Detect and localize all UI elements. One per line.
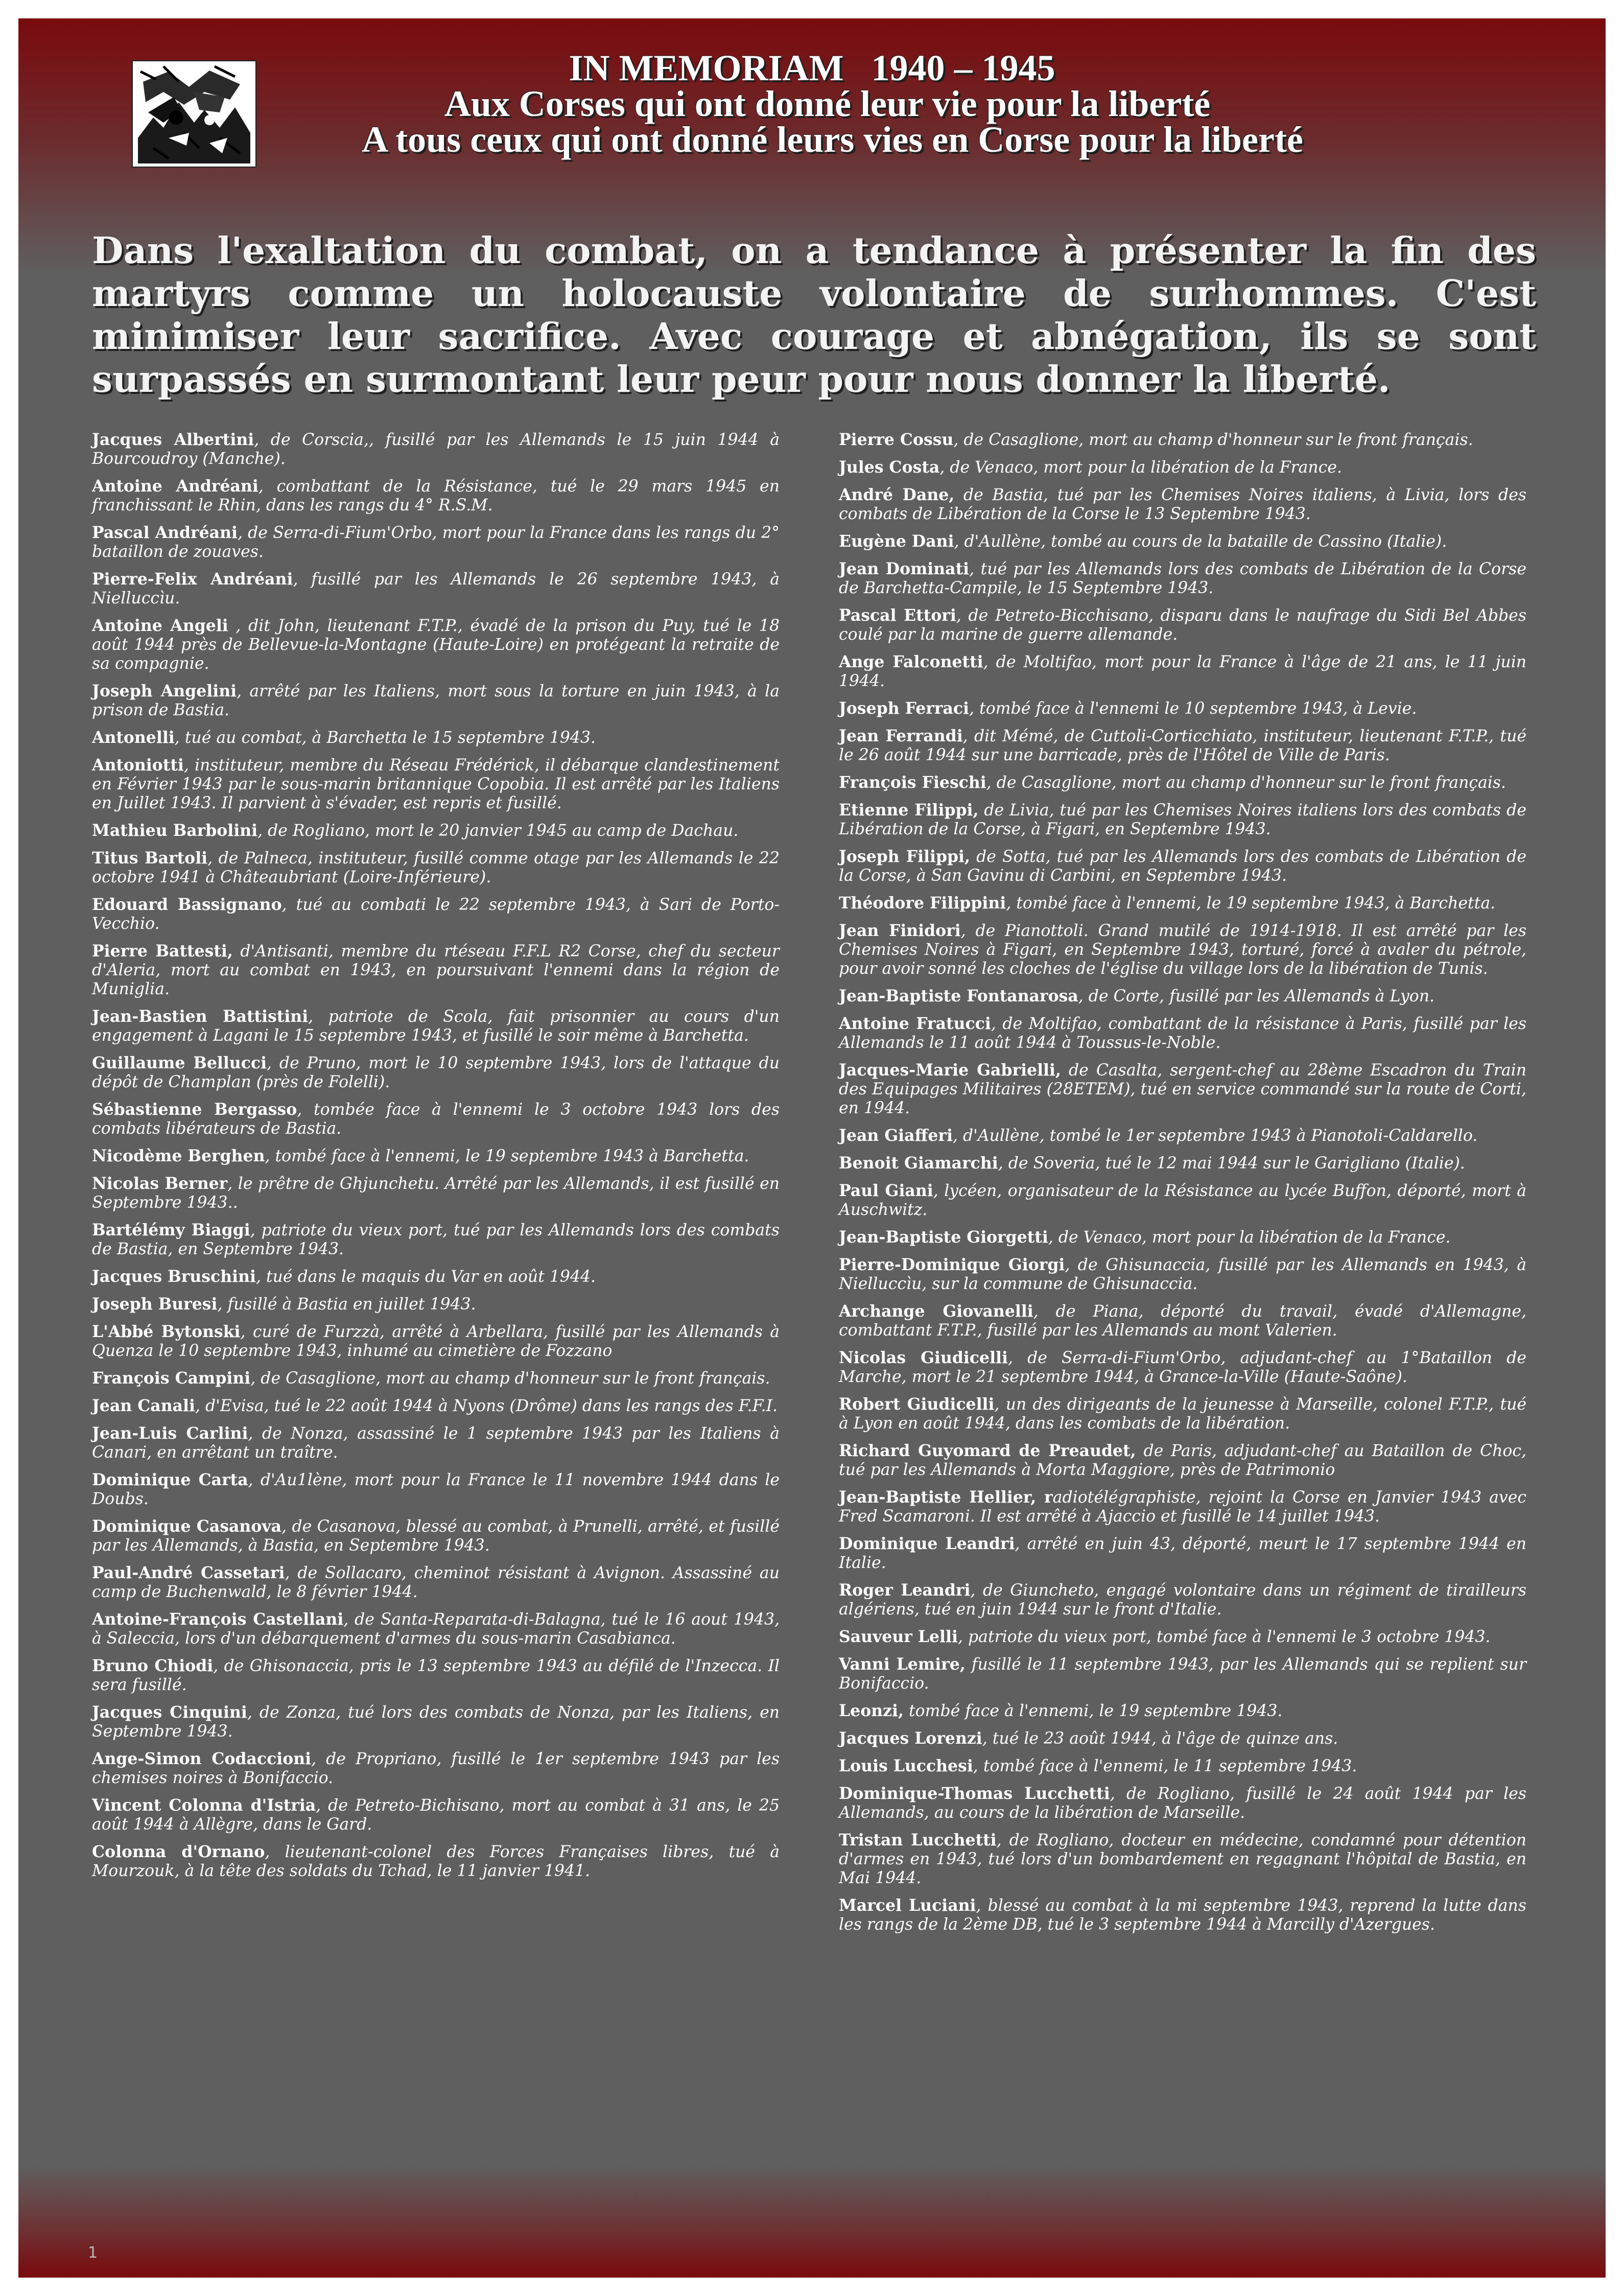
entry-name: Ange Falconetti (839, 652, 983, 671)
entry-description: , de Casaglione, mort au champ d'honneur sur le front français. (953, 431, 1473, 449)
entry-name: Ange-Simon Codaccioni (92, 1749, 312, 1768)
memorial-entry (839, 727, 1526, 765)
memorial-entry (92, 1842, 780, 1881)
entry-description: , de Propriano, fusillé le 1er septembre 1943 par les chemises noires à Bonifaccio. (92, 1750, 780, 1787)
memorial-entry (839, 1655, 1526, 1693)
memorial-entry (839, 1627, 1526, 1647)
entry-name: Edouard Bassignano (92, 895, 282, 914)
entry-description: , de Sollacaro, cheminot résistant à Avignon. Assassiné au camp de Buchenwald, le 8 février 1944. (92, 1564, 780, 1601)
memorial-entry (839, 1126, 1526, 1145)
entry-description: , de Venaco, mort pour la libération de la France. (939, 458, 1343, 477)
entry-name: Jean-Bastien Battistini (92, 1007, 309, 1026)
entry-name: Dominique Leandri (839, 1534, 1015, 1553)
entry-description: , de Casaglione, mort au champ d'honneur sur le front français. (250, 1369, 770, 1388)
entry-name: Jean Dominati (839, 559, 970, 578)
memorial-entry (839, 1228, 1526, 1247)
entry-description: , tué au combat, à Barchetta le 15 septembre 1943. (174, 729, 596, 747)
memorial-entry (839, 1061, 1526, 1118)
memorial-entry (92, 942, 780, 999)
entry-description: adiotélégraphiste, rejoint la Corse en Janvier 1943 avec Fred Scamaroni. Il est arrêté à Ajaccio et fusillé le 14 juillet 1943. (839, 1488, 1526, 1526)
entry-name: Antoniotti (92, 756, 184, 775)
entry-name: François Campini (92, 1369, 251, 1388)
memorial-entry (92, 1563, 780, 1602)
entry-name: Pascal Andréani (92, 523, 238, 542)
entry-name: Nicolas Berner (92, 1174, 228, 1193)
entry-description: , de Rogliano, docteur en médecine, condamné pour détention d'armes en 1943, tué lors d'un bombardement en regagnant l'hôpital de Bastia, en Mai 1944. (839, 1831, 1526, 1887)
entry-description: , arrêté par les Italiens, mort sous la torture en juin 1943, à la prison de Bastia. (92, 682, 780, 719)
entry-description: , instituteur, membre du Réseau Frédérick, il débarque clandestinement en Février 1943 par le sous-marin britannique Copobia. Il est arrêté par les Italiens en Juillet 1943. Il parvient à s'évader, est repris et fusillé. (92, 756, 780, 812)
entry-name: Vanni Lemire, (839, 1655, 966, 1674)
memorial-entry (839, 430, 1526, 450)
entry-name: Jacques-Marie Gabrielli, (839, 1061, 1061, 1080)
memorial-entry (839, 699, 1526, 718)
memorial-entry (839, 987, 1526, 1006)
entry-description: , d'Au1lène, mort pour la France le 11 novembre 1944 dans le Doubs. (92, 1471, 780, 1508)
entry-name: Antoine Angeli (92, 616, 228, 635)
entry-name: Paul-André Cassetari (92, 1563, 285, 1582)
entry-name: Marcel Luciani (839, 1896, 976, 1915)
memorial-entry (839, 606, 1526, 644)
entry-description: , de Corte, fusillé par les Allemands à Lyon. (1078, 987, 1435, 1005)
entry-description: de Sotta, tué par les Allemands lors des combats de Libération de la Corse, à San Gavinu di Carbini, en Septembre 1943. (839, 848, 1526, 885)
entry-description: , tombé face à l'ennemi, le 19 septembre 1943 à Barchetta. (265, 1147, 749, 1165)
entry-name: Dominique Casanova (92, 1517, 282, 1536)
entry-name: Jacques Lorenzi (839, 1729, 982, 1748)
memorial-entry (92, 570, 780, 608)
memorial-entry (92, 756, 780, 813)
entry-description: , de Moltifao, combattant de la résistance à Paris, fusillé par les Allemands le 11 août 1944 à Toussus-le-Noble. (839, 1015, 1527, 1052)
entry-description: , de Petreto-Bicchisano, disparu dans le naufrage du Sidi Bel Abbes coulé par la marine de guerre allemande. (839, 606, 1526, 644)
entry-description: , tombé face à l'ennemi, le 11 septembre 1943. (973, 1757, 1357, 1775)
memorial-entry (92, 1517, 780, 1555)
entry-description: , de Serra-di-Fium'Orbo, mort pour la France dans les rangs du 2° bataillon de zouaves. (92, 524, 780, 561)
memorial-entry (92, 1295, 780, 1314)
entry-description: , un des dirigeants de la jeunesse à Marseille, colonel F.T.P., tué à Lyon en août 1944, dans les combats de la libération. (839, 1395, 1527, 1433)
entry-description: , tué par les Allemands lors des combats de Libération de la Corse de Barchetta-Campile, le 15 Septembre 1943. (839, 560, 1526, 597)
entry-description: , fusillé à Bastia en juillet 1943. (217, 1295, 476, 1314)
entry-description: , combattant de la Résistance, tué le 29 mars 1945 en franchissant le Rhin, dans les rangs du 4° R.S.M. (92, 477, 780, 514)
memorial-entry (92, 821, 780, 840)
entry-name: Pascal Ettori (839, 606, 956, 625)
header-subtitle: Aux Corses qui ont donné leur vie pour la liberté (444, 83, 1211, 124)
memorial-entry (839, 458, 1526, 477)
entry-description: , lieutenant-colonel des Forces Françaises libres, tué à Mourzouk, à la tête des soldats du Tchad, le 11 janvier 1941. (92, 1843, 780, 1880)
entry-name: Jean Canali (92, 1396, 195, 1415)
entry-description: , le prêtre de Ghjunchetu. Arrêté par les Allemands, il est fusillé en Septembre 1943.. (92, 1175, 780, 1212)
memorial-entry (92, 1100, 780, 1138)
memorial-entry (92, 1424, 780, 1462)
entry-description: , de Piana, déporté du travail, évadé d'Allemagne, combattant F.T.P., fusillé par les Allemands au mont Valerien. (839, 1302, 1526, 1340)
memorial-entry (92, 1174, 780, 1212)
memorial-entry (839, 1581, 1526, 1619)
entry-name: Nicodème Berghen (92, 1146, 265, 1165)
entry-name: Jean Finidori (839, 921, 961, 940)
entry-description: , de Palneca, instituteur, fusillé comme otage par les Allemands le 22 octobre 1941 à Châteaubriant (Loire-Inférieure). (92, 849, 780, 886)
entry-description: , tué au combati le 22 septembre 1943, à Sari de Porto-Vecchio. (92, 896, 780, 933)
entry-description: , d'Aullène, tombé au cours de la bataille de Cassino (Italie). (954, 532, 1447, 551)
entry-name: Pierre Cossu (839, 430, 954, 449)
memorial-entry (92, 1703, 780, 1741)
entry-name: Colonna d'Ornano (92, 1842, 265, 1861)
memorial-entry (839, 1255, 1526, 1294)
entry-description: , de Soveria, tué le 12 mai 1944 sur le Garigliano (Italie). (998, 1154, 1465, 1173)
memorial-entry (92, 1656, 780, 1695)
entry-description: , d'Evisa, tué le 22 août 1944 à Nyons (Drôme) dans les rangs des F.F.I. (195, 1397, 778, 1415)
memorial-entry (839, 532, 1526, 551)
entry-name: Leonzi, (839, 1701, 904, 1720)
entry-name: Antoine-François Castellani (92, 1610, 344, 1629)
entry-description: , de Ghisunaccia, fusillé par les Allemands en 1943, à Nielluccìu, sur la commune de Ghisunaccia. (839, 1256, 1526, 1293)
memorial-entry (92, 477, 780, 515)
entry-description: , curé de Furzzà, arrêté à Arbellara, fusillé par les Allemands à Quenza le 10 septembre 1943, inhumé au cimetière de Fozzano (92, 1323, 780, 1360)
entry-name: Guillaume Bellucci (92, 1053, 267, 1072)
entry-name: François Fieschi (839, 773, 986, 792)
memorial-entry (839, 847, 1526, 885)
entry-name: Tristan Lucchetti (839, 1831, 997, 1849)
entry-name: Mathieu Barbolini (92, 821, 258, 840)
memorial-entry (92, 728, 780, 747)
page-number: 1 (88, 2244, 98, 2262)
memorial-entry (839, 921, 1526, 978)
memorial-entry (92, 1470, 780, 1509)
entry-name: Antoine Fratucci (839, 1014, 991, 1033)
entry-description: , de Rogliano, mort le 20 janvier 1945 au camp de Dachau. (257, 822, 739, 840)
entry-name: Robert Giudicelli (839, 1395, 995, 1414)
memorial-entry (839, 1302, 1526, 1340)
entry-name: Eugène Dani (839, 532, 954, 551)
memorial-entry (839, 1181, 1526, 1220)
entry-description: , de Casanova, blessé au combat, à Prunelli, arrêté, et fusillé par les Allemands, à Bastia, en Septembre 1943. (92, 1517, 780, 1555)
entry-description: , de Petreto-Bichisano, mort au combat à 31 ans, le 25 août 1944 à Allègre, dans le Gard. (92, 1796, 780, 1834)
memorial-entry (92, 1221, 780, 1259)
entry-name: Jean-Luis Carlini (92, 1424, 248, 1443)
memorial-entry (839, 1831, 1526, 1888)
memorial-entry (92, 523, 780, 561)
memorial-entry (92, 1146, 780, 1166)
entry-name: Jean Giafferi (839, 1126, 953, 1145)
entry-name: Joseph Ferraci (839, 699, 970, 718)
memorial-entry (92, 1796, 780, 1834)
memorial-entry (839, 1014, 1526, 1052)
memorial-entry (839, 652, 1526, 691)
entry-name: Jean Ferrandi (839, 727, 963, 745)
memorial-entry (839, 1896, 1526, 1934)
entry-description: , de Santa-Reparata-di-Balagna, tué le 16 aout 1943, à Saleccia, lors d'un débarquement d'armes du sous-marin Casabianca. (92, 1610, 780, 1648)
entry-name: Pierre Battesti, (92, 942, 233, 960)
intro-paragraph: Dans l'exaltation du combat, on a tendance à présenter la fin des martyrs comme un holocauste volontaire de surhommes. C'est minimiser leur sacrifice. Avec courage et abnégation, ils se sont surpassés en surmontant leur peur pour nous donner la liberté. (92, 229, 1536, 401)
entry-description: , lycéen, organisateur de la Résistance au lycée Buffon, déporté, mort à Auschwitz. (839, 1182, 1526, 1219)
entry-name: Pierre-Dominique Giorgi (839, 1255, 1065, 1274)
entry-name: Théodore Filippini (839, 894, 1006, 912)
memorial-entry (92, 1007, 780, 1045)
entry-description: , de Pruno, mort le 10 septembre 1943, lors de l'attaque du dépôt de Champlan (près de Folelli). (92, 1054, 780, 1091)
entry-name: Joseph Filippi, (839, 847, 970, 866)
entry-name: L'Abbé Bytonski (92, 1322, 241, 1341)
entry-description: , patriote du vieux port, tombé face à l'ennemi le 3 octobre 1943. (957, 1628, 1491, 1646)
entry-name: Archange Giovanelli (839, 1302, 1033, 1321)
entry-name: Etienne Filippi, (839, 801, 979, 819)
header-title: IN MEMORIAM 1940 – 1945 (569, 48, 1055, 88)
entry-name: Nicolas Giudicelli (839, 1348, 1008, 1367)
entry-name: André Dane, (839, 485, 955, 504)
entry-name: Joseph Angelini (92, 682, 237, 700)
entry-name: Jean-Baptiste Giorgetti (839, 1228, 1048, 1247)
entry-name: Dominique Carta (92, 1470, 248, 1489)
memorial-entry (92, 1053, 780, 1092)
entry-description: , tombée face à l'ennemi le 3 octobre 1943 lors des combats libérateurs de Bastia. (92, 1100, 780, 1138)
entry-description: , de Venaco, mort pour la libération de la France. (1048, 1228, 1451, 1247)
entry-description: , de Casaglione, mort au champ d'honneur sur le front français. (986, 774, 1507, 792)
entry-name: Jacques Albertini (92, 430, 254, 449)
entry-name: Joseph Buresi (92, 1295, 218, 1314)
entry-name: Benoit Giamarchi (839, 1154, 998, 1173)
entry-name: Roger Leandri (839, 1581, 971, 1600)
memorial-entry (92, 1396, 780, 1416)
memorial-entry (839, 801, 1526, 839)
entry-name: Vincent Colonna d'Istria (92, 1796, 316, 1815)
entry-description: , tué dans le maquis du Var en août 1944. (255, 1268, 596, 1286)
entry-description: , tombé face à l'ennemi le 10 septembre 1943, à Levie. (969, 699, 1417, 718)
memorial-entry (839, 1348, 1526, 1387)
memorial-entry (92, 1610, 780, 1648)
entry-name: Titus Bartoli (92, 849, 208, 868)
memorial-entry (92, 1749, 780, 1788)
entry-description: , de Serra-di-Fium'Orbo, adjudant-chef au 1°Bataillon de Marche, mort le 21 septembre 1944, à Grance-la-Ville (Haute-Saône). (839, 1349, 1526, 1386)
names-column-left (92, 430, 780, 1889)
memorial-entry (839, 1701, 1526, 1721)
entry-name: Richard Guyomard de Preaudet, (839, 1441, 1136, 1460)
entry-description: , dit Mémé, de Cuttoli-Corticchiato, instituteur, lieutenant F.T.P., tué le 26 août 1944 sur une barricade, près de l'Hôtel de Ville de Paris. (839, 727, 1526, 764)
entry-description: , de Moltifao, mort pour la France à l'âge de 21 ans, le 11 juin 1944. (839, 653, 1526, 690)
entry-name: Paul Giani (839, 1181, 933, 1200)
memorial-entry (92, 1369, 780, 1388)
entry-description: , de Pianottoli. Grand mutilé de 1914-1918. Il est arrêté par les Chemises Noires à Figari, en Septembre 1943, torturé, forcé à avaler du pétrole, pour avoir sonné les cloches de l'église du village lors de la libération de Tunis. (839, 922, 1526, 978)
entry-description: , blessé au combat à la mi septembre 1943, reprend la lutte dans les rangs de la 2ème DB, tué le 3 septembre 1944 à Marcilly d'Azergues. (839, 1896, 1527, 1934)
entry-description: de Bastia, tué par les Chemises Noires italiens, à Livia, lors des combats de Libération de la Corse le 13 Septembre 1943. (839, 486, 1527, 523)
entry-name: Jean-Baptiste Fontanarosa (839, 987, 1078, 1005)
memorial-entry (92, 616, 780, 673)
entry-name: Pierre-Felix Andréani (92, 570, 293, 589)
entry-name: Jean-Baptiste Hellier, r (839, 1488, 1053, 1507)
memorial-entry (92, 1322, 780, 1361)
entry-name: Jacques Bruschini (92, 1267, 256, 1286)
memorial-entry (839, 1395, 1526, 1433)
entry-description: de Paris, adjudant-chef au Bataillon de Choc, tué par les Allemands à Morta Maggiore, près de Patrimonio (839, 1442, 1526, 1479)
entry-name: Jules Costa (839, 458, 940, 477)
entry-description: d'Antisanti, membre du rtéseau F.F.L R2 Corse, chef du secteur d'Aleria, mort au combat en 1943, en poursuivant l'ennemi dans la région de Muniglia. (92, 942, 780, 998)
entry-name: Louis Lucchesi (839, 1756, 973, 1775)
entry-name: Bartélémy Biaggi (92, 1221, 250, 1239)
entry-description: , de Ghisonaccia, pris le 13 septembre 1943 au défilé de l'Inzecca. Il sera fusillé. (92, 1657, 780, 1694)
entry-description: , tué le 23 août 1944, à l'âge de quinze ans. (982, 1729, 1338, 1748)
memorial-entry (92, 895, 780, 933)
entry-description: , de Rogliano, fusillé le 24 août 1944 par les Allemands, au cours de la libération de Marseille. (839, 1785, 1526, 1822)
entry-description: , fusillé par les Allemands le 26 septembre 1943, à Nielluccìu. (92, 570, 780, 607)
memorial-entry (839, 559, 1526, 598)
memorial-entry (839, 1441, 1526, 1480)
header-dedication: A tous ceux qui ont donné leurs vies en Corse pour la liberté (362, 119, 1303, 160)
entry-name: Sauveur Lelli (839, 1627, 958, 1646)
entry-description: , de Giuncheto, engagé volontaire dans un régiment de tirailleurs algériens, tué en juin 1944 sur le front d'Italie. (839, 1581, 1526, 1619)
memorial-entry (92, 1267, 780, 1286)
memorial-entry (839, 1756, 1526, 1776)
entry-name: Antoine Andréani (92, 477, 258, 496)
entry-description: , de Zonza, tué lors des combats de Nonza, par les Italiens, en Septembre 1943. (92, 1703, 780, 1741)
entry-name: Antonelli (92, 728, 175, 747)
memorial-entry (839, 1729, 1526, 1748)
entry-description: de Casalta, sergent-chef au 28ème Escadron du Train des Equipages Militaires (28ETEM), tué en service commandé sur la route de Corti, en 1944. (839, 1061, 1526, 1117)
entry-name: Dominique-Thomas Lucchetti (839, 1784, 1110, 1803)
memorial-entry (92, 682, 780, 720)
entry-description: , de Nonza, assassiné le 1 septembre 1943 par les Italiens à Canari, en arrêtant un traître. (92, 1424, 780, 1462)
memorial-entry (92, 849, 780, 887)
entry-description: , arrêté en juin 43, déporté, meurt le 17 septembre 1944 en Italie. (839, 1535, 1526, 1572)
memorial-poster (18, 18, 1606, 2278)
entry-description: , de Corscia,, fusillé par les Allemands le 15 juin 1944 à Bourcoudroy (Manche). (92, 431, 780, 468)
names-column-right (839, 430, 1526, 1942)
entry-description: , dit John, lieutenant F.T.P., évadé de la prison du Puy, tué le 18 août 1944 près de Bellevue-la-Montagne (Haute-Loire) en protégeant la retraite de sa compagnie. (92, 617, 780, 673)
entry-name: Jacques Cinquini (92, 1703, 247, 1722)
memorial-entry (839, 1154, 1526, 1173)
header (18, 48, 1606, 160)
entry-name: Bruno Chiodi (92, 1656, 214, 1675)
memorial-entry (839, 1488, 1526, 1526)
memorial-entry (839, 894, 1526, 913)
entry-name: Sébastienne Bergasso (92, 1100, 297, 1119)
memorial-entry (839, 1784, 1526, 1822)
entry-description: de Livia, tué par les Chemises Noires italiens lors des combats de Libération de la Corse, à Figari, en Septembre 1943. (839, 801, 1526, 838)
memorial-entry (839, 773, 1526, 792)
entry-description: , patriote du vieux port, tué par les Allemands lors des combats de Bastia, en Septembre 1943. (92, 1221, 780, 1258)
entry-description: , patriote de Scola, fait prisonnier au cours d'un engagement à Lagani le 15 septembre 1943, et fusillé le soir même à Barchetta. (92, 1008, 780, 1045)
entry-description: , tombé face à l'ennemi, le 19 septembre 1943, à Barchetta. (1006, 894, 1496, 912)
entry-description: , d'Aullène, tombé le 1er septembre 1943 à Pianotoli-Caldarello. (952, 1127, 1478, 1145)
memorial-entry (92, 430, 780, 468)
entry-description: tombé face à l'ennemi, le 19 septembre 1943. (903, 1702, 1283, 1720)
memorial-entry (839, 485, 1526, 524)
memorial-entry (839, 1534, 1526, 1573)
entry-description: fusillé le 11 septembre 1943, par les Allemands qui se replient sur Bonifaccio. (839, 1655, 1526, 1693)
